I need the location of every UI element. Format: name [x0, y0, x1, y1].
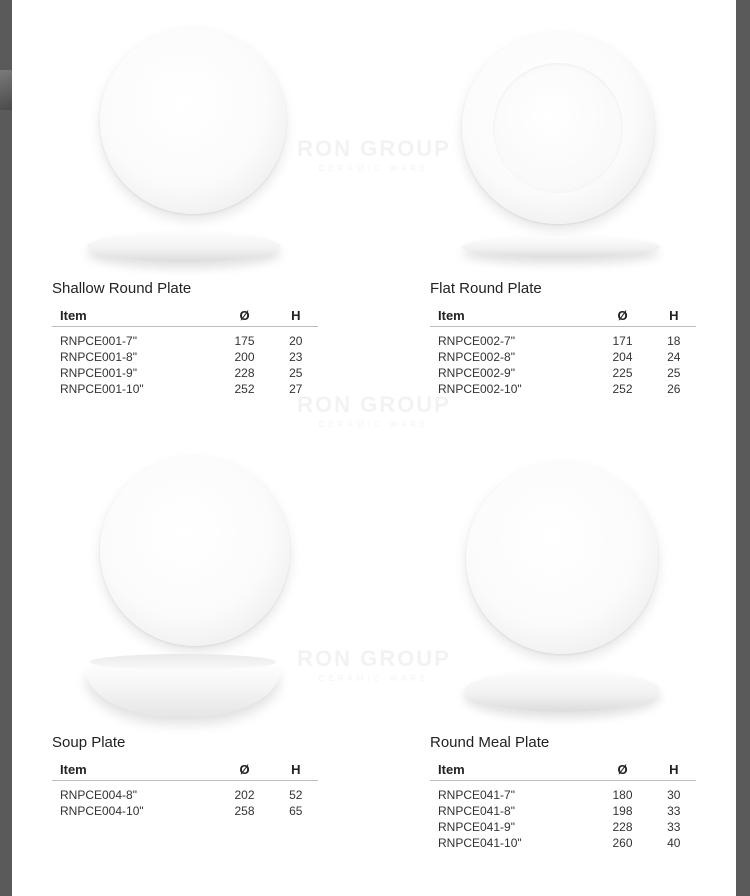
cell-diameter: 180: [612, 788, 633, 802]
plate-side-view: [464, 670, 660, 712]
cell-item: RNPCE041-7": [438, 788, 515, 802]
product-flat-round-plate: [430, 28, 710, 397]
cell-diameter: 258: [234, 804, 255, 818]
cell-item: RNPCE002-9": [438, 366, 515, 380]
cell-diameter: 175: [234, 334, 255, 348]
cell-diameter: 202: [234, 788, 255, 802]
right-frame: [736, 0, 750, 896]
header-diameter: Ø: [215, 760, 273, 781]
spec-table: [52, 306, 318, 397]
cell-item: RNPCE002-8": [438, 350, 515, 364]
cell-diameter: 225: [612, 366, 633, 380]
header-height: H: [652, 760, 696, 781]
cell-diameter: 171: [612, 334, 633, 348]
table-row: [430, 781, 696, 804]
watermark-sub: CERAMIC WARE: [318, 674, 430, 683]
product-title: Soup Plate: [52, 734, 126, 751]
cell-diameter: 198: [612, 804, 633, 818]
table-row: [52, 365, 318, 381]
table-row: [430, 327, 696, 350]
plate-side-view: [462, 236, 660, 258]
header-diameter: Ø: [593, 760, 651, 781]
table-header-row: [52, 760, 318, 781]
product-title: Round Meal Plate: [430, 734, 550, 751]
cell-item: RNPCE002-10": [438, 382, 522, 396]
product-image: [52, 28, 332, 278]
cell-height: 33: [667, 804, 681, 818]
header-item: Item: [52, 760, 215, 781]
product-title: Flat Round Plate: [430, 280, 542, 297]
cell-height: 25: [667, 366, 681, 380]
watermark-brand: RON GROUP: [297, 646, 451, 671]
table-row: [430, 349, 696, 365]
header-height: H: [274, 760, 318, 781]
header-height: H: [652, 306, 696, 327]
watermark: [12, 392, 736, 429]
product-title: Shallow Round Plate: [52, 280, 192, 297]
spec-table: [430, 760, 696, 851]
header-item: Item: [430, 760, 593, 781]
watermark-brand: RON GROUP: [297, 136, 451, 161]
plate-side-view: [87, 232, 281, 262]
table-row: [52, 803, 318, 819]
watermark-sub: CERAMIC WARE: [318, 420, 430, 429]
table-header-row: [52, 306, 318, 327]
cell-item: RNPCE041-9": [438, 820, 515, 834]
cell-item: RNPCE004-10": [60, 804, 144, 818]
cell-height: 30: [667, 788, 681, 802]
catalog-page: [12, 0, 736, 896]
cell-height: 23: [289, 350, 303, 364]
table-row: [430, 381, 696, 397]
watermark-sub: CERAMIC WARE: [318, 164, 430, 173]
spec-table: [52, 760, 318, 819]
product-image: [430, 28, 710, 278]
product-shallow-round-plate: [52, 28, 332, 397]
cell-diameter: 200: [234, 350, 255, 364]
plate-top-view: [462, 32, 654, 224]
frame-notch: [0, 70, 12, 110]
table-row: [52, 781, 318, 804]
cell-height: 26: [667, 382, 681, 396]
cell-diameter: 252: [612, 382, 633, 396]
header-height: H: [274, 306, 318, 327]
table-row: [52, 327, 318, 350]
watermark-brand: RON GROUP: [297, 392, 451, 417]
cell-diameter: 252: [234, 382, 255, 396]
table-row: [430, 835, 696, 851]
cell-item: RNPCE041-8": [438, 804, 515, 818]
table-row: [52, 349, 318, 365]
plate-top-view: [100, 28, 286, 214]
table-header-row: [430, 306, 696, 327]
cell-item: RNPCE001-10": [60, 382, 144, 396]
cell-diameter: 204: [612, 350, 633, 364]
cell-item: RNPCE001-7": [60, 334, 137, 348]
cell-height: 27: [289, 382, 303, 396]
header-item: Item: [52, 306, 215, 327]
cell-item: RNPCE001-8": [60, 350, 137, 364]
plate-top-view: [466, 462, 658, 654]
header-diameter: Ø: [593, 306, 651, 327]
table-row: [430, 365, 696, 381]
cell-height: 24: [667, 350, 681, 364]
header-item: Item: [430, 306, 593, 327]
cell-diameter: 260: [612, 836, 633, 850]
cell-height: 40: [667, 836, 681, 850]
product-soup-plate: [52, 482, 332, 819]
cell-height: 20: [289, 334, 303, 348]
table-row: [430, 803, 696, 819]
cell-item: RNPCE002-7": [438, 334, 515, 348]
header-diameter: Ø: [215, 306, 273, 327]
table-row: [52, 381, 318, 397]
table-row: [430, 819, 696, 835]
table-header-row: [430, 760, 696, 781]
cell-item: RNPCE001-9": [60, 366, 137, 380]
cell-diameter: 228: [234, 366, 255, 380]
cell-height: 18: [667, 334, 681, 348]
bowl-side-view: [86, 660, 280, 716]
product-image: [430, 482, 710, 732]
cell-item: RNPCE004-8": [60, 788, 137, 802]
cell-item: RNPCE041-10": [438, 836, 522, 850]
plate-top-view: [100, 456, 290, 646]
cell-height: 65: [289, 804, 303, 818]
left-frame: [0, 0, 12, 896]
cell-height: 52: [289, 788, 303, 802]
cell-diameter: 228: [612, 820, 633, 834]
cell-height: 25: [289, 366, 303, 380]
product-image: [52, 482, 332, 732]
cell-height: 33: [667, 820, 681, 834]
product-round-meal-plate: [430, 482, 710, 851]
spec-table: [430, 306, 696, 397]
